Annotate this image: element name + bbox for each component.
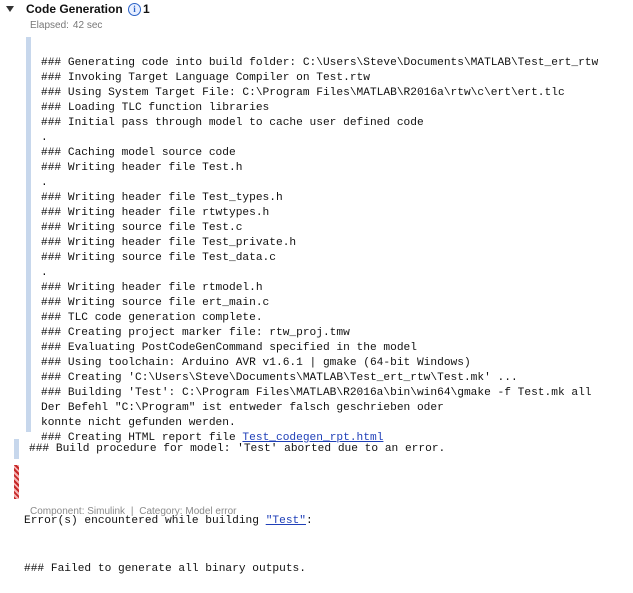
log-line: ### Writing source file Test_data.c: [41, 252, 276, 264]
error-detail: ### Failed to generate all binary outputs.: [24, 563, 306, 575]
category-value: Model error: [185, 506, 237, 517]
footer-separator: |: [130, 506, 134, 517]
log-line: ### Evaluating PostCodeGenCommand specified in the model: [41, 342, 417, 354]
message-header[interactable]: [0, 0, 633, 20]
log-line: ### Writing header file rtmodel.h: [41, 282, 263, 294]
log-line: ### Creating project marker file: rtw_proj.tmw: [41, 327, 350, 339]
log-line: konnte nicht gefunden werden.: [41, 417, 236, 429]
component-value: Simulink: [87, 506, 126, 517]
log-line: ### Writing source file Test.c: [41, 222, 243, 234]
log-line: ### Writing header file rtwtypes.h: [41, 207, 270, 219]
log-line: ### Loading TLC function libraries: [41, 102, 270, 114]
elapsed-label: Elapsed:: [30, 20, 69, 31]
log-line: .: [41, 267, 48, 279]
report-prefix: ### Creating HTML report file: [41, 432, 243, 444]
model-link[interactable]: "Test": [265, 515, 306, 527]
info-count: 1: [143, 2, 150, 16]
info-icon: i: [128, 3, 141, 16]
component-label: Component:: [30, 506, 85, 517]
log-line: ### Building 'Test': C:\Program Files\MATLAB\R2016a\bin\win64\gmake -f Test.mk all: [41, 387, 592, 399]
elapsed-time: [30, 20, 102, 31]
error-prefix: Error(s) encountered while building: [24, 515, 266, 527]
log-line: ### Writing source file ert_main.c: [41, 297, 270, 309]
log-line: .: [41, 177, 48, 189]
error-suffix: :: [306, 515, 313, 527]
log-line: .: [41, 132, 48, 144]
log-line: ### Using System Target File: C:\Program Files\MATLAB\R2016a\rtw\c\ert\ert.tlc: [41, 87, 565, 99]
message-footer: [30, 506, 237, 517]
log-line: ### Writing header file Test_private.h: [41, 237, 297, 249]
log-line: ### Generating code into build folder: C:\Users\Steve\Documents\MATLAB\Test_ert_rtw: [41, 57, 599, 69]
log-line: ### TLC code generation complete.: [41, 312, 263, 324]
error-stripe-icon: [14, 465, 19, 499]
log-line: ### Caching model source code: [41, 147, 236, 159]
category-label: Category:: [139, 506, 183, 517]
elapsed-value: 42 sec: [72, 20, 103, 31]
triangle-down-icon[interactable]: [6, 6, 14, 12]
log-line: ### Writing header file Test.h: [41, 162, 243, 174]
log-line: Der Befehl "C:\Program" ist entweder falsch geschrieben oder: [41, 402, 444, 414]
log-line: ### Using toolchain: Arduino AVR v1.6.1 | gmake (64-bit Windows): [41, 357, 471, 369]
log-line: ### Writing header file Test_types.h: [41, 192, 283, 204]
build-summary: ### Build procedure for model: 'Test' aborted due to an error.: [14, 439, 633, 459]
report-link[interactable]: Test_codegen_rpt.html: [242, 432, 384, 444]
log-lines: [41, 41, 633, 476]
stage-title: Code Generation: [26, 2, 123, 16]
build-log: [26, 37, 633, 444]
log-line: ### Creating 'C:\Users\Steve\Documents\MATLAB\Test_ert_rtw\Test.mk' ...: [41, 372, 518, 384]
log-line: ### Invoking Target Language Compiler on Test.rtw: [41, 72, 370, 84]
log-line: ### Initial pass through model to cache user defined code: [41, 117, 424, 129]
